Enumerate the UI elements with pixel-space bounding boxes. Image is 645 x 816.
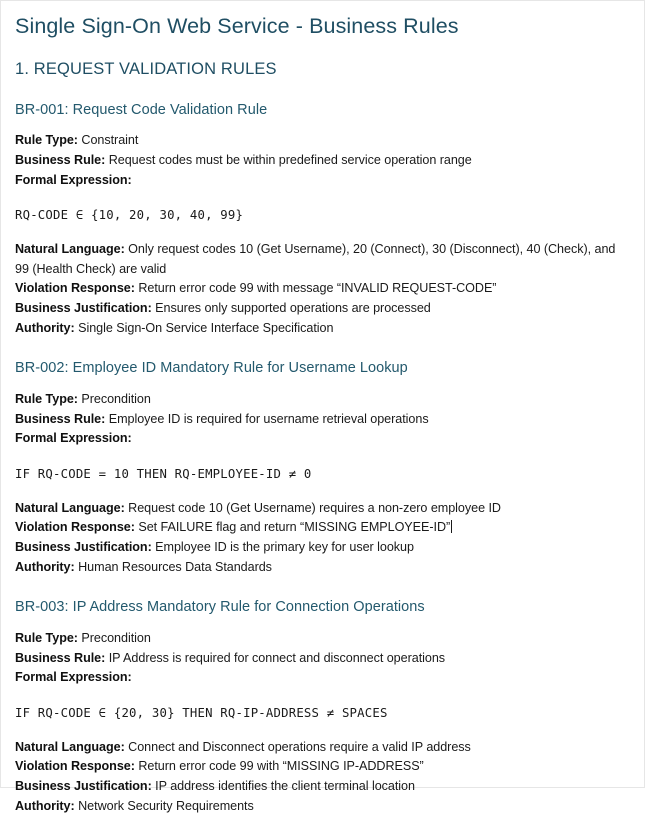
field-label-business-justification: Business Justification: — [15, 779, 152, 793]
field-label-violation-response: Violation Response: — [15, 281, 135, 295]
field-authority — [15, 558, 630, 578]
rule-block-br-003 — [15, 598, 630, 816]
field-violation-response — [15, 279, 630, 299]
field-value-rule-type: Precondition — [81, 392, 150, 406]
field-rule-type — [15, 390, 630, 410]
rule-heading-br-002: BR-002: Employee ID Mandatory Rule for Username Lookup — [15, 359, 630, 378]
text-cursor-caret — [451, 520, 452, 533]
field-formal-expression — [15, 668, 630, 688]
rule-heading-br-001: BR-001: Request Code Validation Rule — [15, 101, 630, 120]
code-formal-expression-br-003: IF RQ-CODE ∈ {20, 30} THEN RQ-IP-ADDRESS ≠ SPACES — [15, 704, 630, 723]
field-label-formal-expression: Formal Expression: — [15, 173, 132, 187]
field-label-authority: Authority: — [15, 799, 75, 813]
field-label-business-justification: Business Justification: — [15, 301, 152, 315]
field-business-justification — [15, 538, 630, 558]
field-label-violation-response: Violation Response: — [15, 759, 135, 773]
field-value-violation-response: Set FAILURE flag and return “MISSING EMPLOYEE-ID” — [138, 520, 450, 534]
field-value-authority: Human Resources Data Standards — [78, 560, 272, 574]
field-label-authority: Authority: — [15, 321, 75, 335]
field-rule-type — [15, 629, 630, 649]
field-value-rule-type: Precondition — [81, 631, 150, 645]
field-label-business-justification: Business Justification: — [15, 540, 152, 554]
field-violation-response — [15, 518, 630, 538]
field-business-rule — [15, 649, 630, 669]
field-value-natural-language: Connect and Disconnect operations require a valid IP address — [128, 740, 471, 754]
field-business-rule — [15, 151, 630, 171]
field-label-business-rule: Business Rule: — [15, 412, 105, 426]
field-business-justification — [15, 299, 630, 319]
field-label-formal-expression: Formal Expression: — [15, 431, 132, 445]
field-value-natural-language: Request code 10 (Get Username) requires a non-zero employee ID — [128, 501, 501, 515]
field-violation-response — [15, 757, 630, 777]
field-value-business-justification: IP address identifies the client terminal location — [155, 779, 415, 793]
field-value-authority: Single Sign-On Service Interface Specification — [78, 321, 333, 335]
rule-block-br-002 — [15, 359, 630, 577]
rule-block-br-001 — [15, 101, 630, 339]
field-label-business-rule: Business Rule: — [15, 153, 105, 167]
field-value-business-justification: Employee ID is the primary key for user lookup — [155, 540, 414, 554]
field-natural-language — [15, 240, 630, 279]
field-authority — [15, 797, 630, 816]
field-value-rule-type: Constraint — [81, 133, 138, 147]
field-value-natural-language: Only request codes 10 (Get Username), 20 (Connect), 30 (Disconnect), 40 (Check), and 99 (Health Check) are valid — [15, 242, 615, 276]
field-natural-language — [15, 738, 630, 758]
field-label-rule-type: Rule Type: — [15, 133, 78, 147]
field-formal-expression — [15, 429, 630, 449]
field-label-rule-type: Rule Type: — [15, 631, 78, 645]
field-business-rule — [15, 410, 630, 430]
field-value-business-rule: IP Address is required for connect and disconnect operations — [109, 651, 445, 665]
field-label-natural-language: Natural Language: — [15, 740, 125, 754]
section-heading-request-validation-rules: 1. REQUEST VALIDATION RULES — [15, 59, 630, 80]
page-title: Single Sign-On Web Service - Business Rules — [15, 13, 630, 40]
field-value-violation-response: Return error code 99 with “MISSING IP-ADDRESS” — [138, 759, 423, 773]
field-natural-language — [15, 499, 630, 519]
field-value-violation-response: Return error code 99 with message “INVALID REQUEST-CODE” — [138, 281, 496, 295]
field-label-violation-response: Violation Response: — [15, 520, 135, 534]
field-label-rule-type: Rule Type: — [15, 392, 78, 406]
field-value-business-rule: Request codes must be within predefined service operation range — [109, 153, 472, 167]
field-formal-expression — [15, 171, 630, 191]
field-value-business-rule: Employee ID is required for username retrieval operations — [109, 412, 429, 426]
field-label-natural-language: Natural Language: — [15, 242, 125, 256]
code-formal-expression-br-001: RQ-CODE ∈ {10, 20, 30, 40, 99} — [15, 206, 630, 225]
code-formal-expression-br-002: IF RQ-CODE = 10 THEN RQ-EMPLOYEE-ID ≠ 0 — [15, 465, 630, 484]
rule-heading-br-003: BR-003: IP Address Mandatory Rule for Connection Operations — [15, 598, 630, 617]
field-label-formal-expression: Formal Expression: — [15, 670, 132, 684]
field-rule-type — [15, 131, 630, 151]
field-value-authority: Network Security Requirements — [78, 799, 254, 813]
field-label-natural-language: Natural Language: — [15, 501, 125, 515]
field-label-authority: Authority: — [15, 560, 75, 574]
field-value-business-justification: Ensures only supported operations are processed — [155, 301, 431, 315]
field-business-justification — [15, 777, 630, 797]
field-authority — [15, 319, 630, 339]
field-label-business-rule: Business Rule: — [15, 651, 105, 665]
